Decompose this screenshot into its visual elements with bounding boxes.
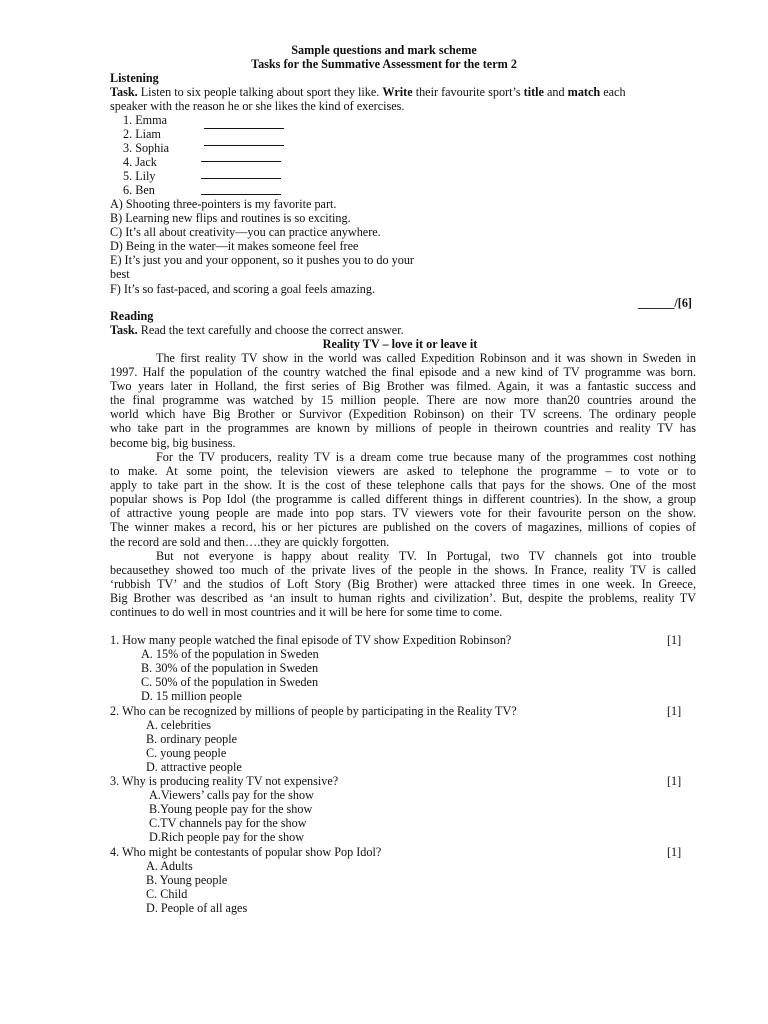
text-line: popular shows is Pop Idol (the programme is called different things in different countries). In the show, a group [110,492,696,507]
reason-item: F) It’s so fast-paced, and scoring a goal feels amazing. [110,282,375,296]
answer-option[interactable]: D. People of all ages [146,901,248,915]
reason-item: best [110,267,130,281]
question-text: 2. Who can be recognized by millions of people by participating in the Reality TV? [110,704,517,718]
question-text: 3. Why is producing reality TV not expensive? [110,774,339,788]
text-line: The first reality TV show in the world was called Expedition Robinson and it was shown in Sweden in [156,351,696,365]
speaker-item: 5. Lily [123,169,156,183]
question-text: 1. How many people watched the final episode of TV show Expedition Robinson? [110,633,512,647]
answer-option[interactable]: D. attractive people [146,760,242,774]
answer-option[interactable]: A. celebrities [146,718,211,732]
speaker-item: 6. Ben [123,183,155,197]
answer-option[interactable]: C. 50% of the population in Sweden [141,675,319,689]
answer-blank[interactable] [201,178,281,179]
text-line: become big, big business. [110,435,236,450]
answer-option[interactable]: A.Viewers’ calls pay for the show [149,788,314,802]
text-line: Big Brother was described as ‘an insult to human rights and civilization’. But, despite the problems, reality TV [110,591,696,606]
reading-task: Task. Read the text carefully and choose the correct answer. [110,323,404,337]
reason-item: A) Shooting three-pointers is my favorite part. [110,197,337,211]
question-mark: [1] [667,845,682,859]
question-mark: [1] [667,704,682,718]
answer-option[interactable]: B. ordinary people [146,732,238,746]
text-line: Two years later in Holland, the first series of Big Brother was filmed. Again, it was a fantastic success and [110,379,696,394]
text-line: ‘rubbish TV’ and the studios of Loft Story (Big Brother) were attacked three times in one week. In Greece, [110,577,696,592]
reason-item: B) Learning new flips and routines is so exciting. [110,211,351,225]
answer-option[interactable]: B. Young people [146,873,228,887]
answer-option[interactable]: D. 15 million people [141,689,242,703]
text-line: But not everyone is happy about reality TV. In Portugal, two TV channels got into trouble [156,549,696,563]
answer-option[interactable]: B. 30% of the population in Sweden [141,661,319,675]
reading-paragraph [110,450,696,549]
answer-option[interactable]: C. Child [146,887,188,901]
question-text: 4. Who might be contestants of popular show Pop Idol? [110,845,382,859]
speaker-item: 3. Sophia [123,141,170,155]
document-title: Sample questions and mark scheme [291,43,477,57]
listening-heading: Listening [110,71,159,85]
answer-option[interactable]: C. young people [146,746,227,760]
reason-item: D) Being in the water—it makes someone feel free [110,239,359,253]
text-line: world which have Big Brother or Survivor (Expedition Robinson) on their TV screens. The ordinary people [110,407,696,422]
reading-heading: Reading [110,309,154,323]
speaker-item: 4. Jack [123,155,157,169]
reason-item: C) It’s all about creativity—you can practice anywhere. [110,225,381,239]
answer-blank[interactable] [204,145,284,146]
answer-blank[interactable] [201,194,281,195]
text-line: who take part in the programmes are known by millions of people in theirown countries and reality TV has [110,421,696,436]
document-subtitle: Tasks for the Summative Assessment for the term 2 [251,57,517,71]
question-mark: [1] [667,633,682,647]
answer-option[interactable]: A. Adults [146,859,193,873]
text-line: For the TV producers, reality TV is a dream come true because many of the programmes cost nothing [156,450,696,464]
text-line: becausethey showed too much of the private lives of the people in the shows. In France, reality TV is called [110,563,696,578]
answer-option[interactable]: D.Rich people pay for the show [149,830,305,844]
question-mark: [1] [667,774,682,788]
listening-score: ______/[6] [637,296,692,310]
text-line: continues to do well in most countries and it will be here for some time to come. [110,605,503,620]
speaker-item: 2. Liam [123,127,161,141]
answer-option[interactable]: C.TV channels pay for the show [149,816,307,830]
answer-blank[interactable] [201,161,281,162]
answer-blank[interactable] [204,128,284,129]
reading-paragraph [110,549,696,619]
reading-paragraph [110,351,696,450]
speaker-item: 1. Emma [123,113,168,127]
answer-option[interactable]: A. 15% of the population in Sweden [141,647,319,661]
answer-option[interactable]: B.Young people pay for the show [149,802,313,816]
reading-text-title: Reality TV – love it or leave it [322,337,478,351]
text-line: to make. At some point, the television viewers are asked to telephone the programme – to vote or to [110,464,696,479]
text-line: the record are sold and then….they are quickly forgotten. [110,534,390,549]
text-line: 1997. Half the population of the country watched the final episode and a new kind of TV programme was born. [110,365,696,380]
text-line: The winner makes a record, his or her pictures are published on the covers of magazines, millions of copies of [110,520,696,535]
text-line: the final programme was watched by 15 million people. There are now more than20 countries around the [110,393,696,408]
listening-task: Task. Listen to six people talking about sport they like. Write their favourite sport’s title and match each [110,85,626,99]
listening-task-line2: speaker with the reason he or she likes the kind of exercises. [110,99,405,113]
text-line: apply to take part in the show. It is the cost of these telephone calls that pays for the shows. One of the most [110,478,696,493]
reason-item: E) It’s just you and your opponent, so it pushes you to do your [110,253,414,267]
text-line: of attractive young people are made into pop stars. TV viewers vote for their favourite person on the show. [110,506,696,521]
